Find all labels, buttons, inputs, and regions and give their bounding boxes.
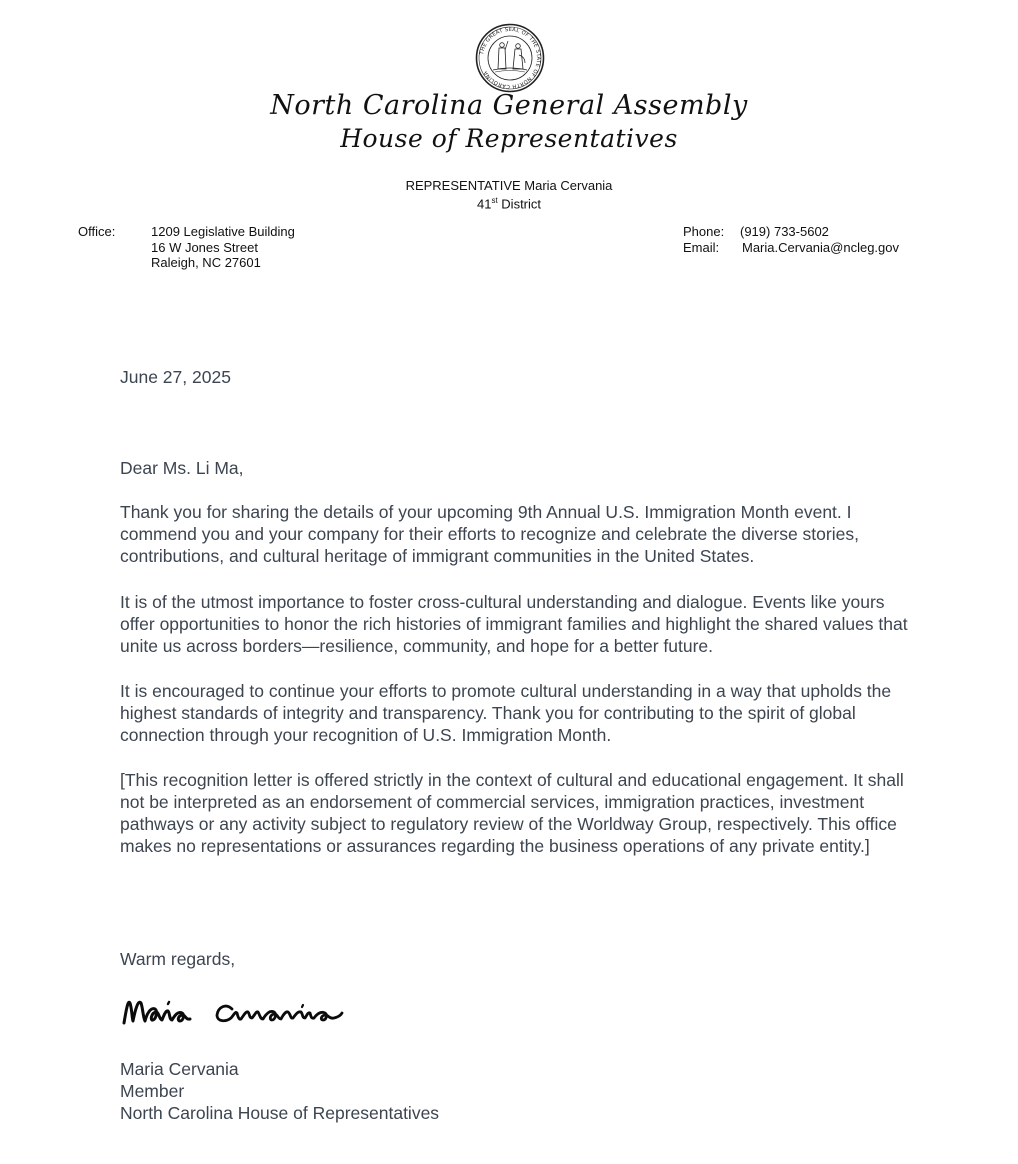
letterhead-chamber-title: House of Representatives [340,124,678,153]
phone-value: (919) 733-5602 [740,224,829,239]
svg-text:THE GREAT SEAL OF THE STATE OF: THE GREAT SEAL OF THE STATE OF NORTH CAROLINA [479,26,542,90]
letter-salutation: Dear Ms. Li Ma, [120,458,244,478]
letter-disclaimer: [This recognition letter is offered strictly in the context of cultural and educational engagement. It shall not be interpreted as an endorsement of commercial services, immigration practices, investment pathways or any activity subject to regulatory review of the Worldway Group, respectively. This office makes no representations or assurances regarding the business operations of any private entity.] [120,770,904,856]
office-address-line: Raleigh, NC 27601 [151,255,261,270]
letter-date: June 27, 2025 [120,367,231,387]
representative-line: REPRESENTATIVE Maria Cervania [405,178,613,193]
handwritten-signature [120,985,345,1033]
district-line [0,193,1018,212]
letter-paragraph: Thank you for sharing the details of your upcoming 9th Annual U.S. Immigration Month event. I commend you and your company for their efforts to recognize and celebrate the diverse stories, contributions, and cultural heritage of immigrant communities in the United States. [120,502,859,566]
district-suffix: st [491,196,498,205]
office-address-line: 16 W Jones Street [151,239,258,255]
email-label: Email: [683,239,720,255]
letter-paragraph: It is of the utmost importance to foster cross-cultural understanding and dialogue. Events like yours offer opportunities to honor the rich histories of immigrant families and highlight the shared values that unite us across borders—resilience, community, and hope for a better future. [120,592,908,656]
signer-org: North Carolina House of Representatives [120,1103,440,1123]
email-value[interactable]: Maria.Cervania@ncleg.gov [742,239,899,255]
state-seal-icon [475,23,545,93]
phone-label: Phone: [683,224,725,239]
signer-title: Member [120,1081,185,1101]
office-label: Office: [78,224,116,239]
letterhead-org-title: North Carolina General Assembly [270,90,748,121]
office-address-line: 1209 Legislative Building [151,224,295,239]
signer-name: Maria Cervania [120,1059,239,1079]
office-address [151,224,295,271]
letter-closing: Warm regards, [120,949,236,969]
district-number: 41 [476,196,492,212]
letter-paragraph: It is encouraged to continue your efforts to promote cultural understanding in a way that upholds the highest standards of integrity and transparency. Thank you for contributing to the spirit of global connection through your recognition of U.S. Immigration Month. [120,681,892,745]
district-word: District [501,196,542,212]
